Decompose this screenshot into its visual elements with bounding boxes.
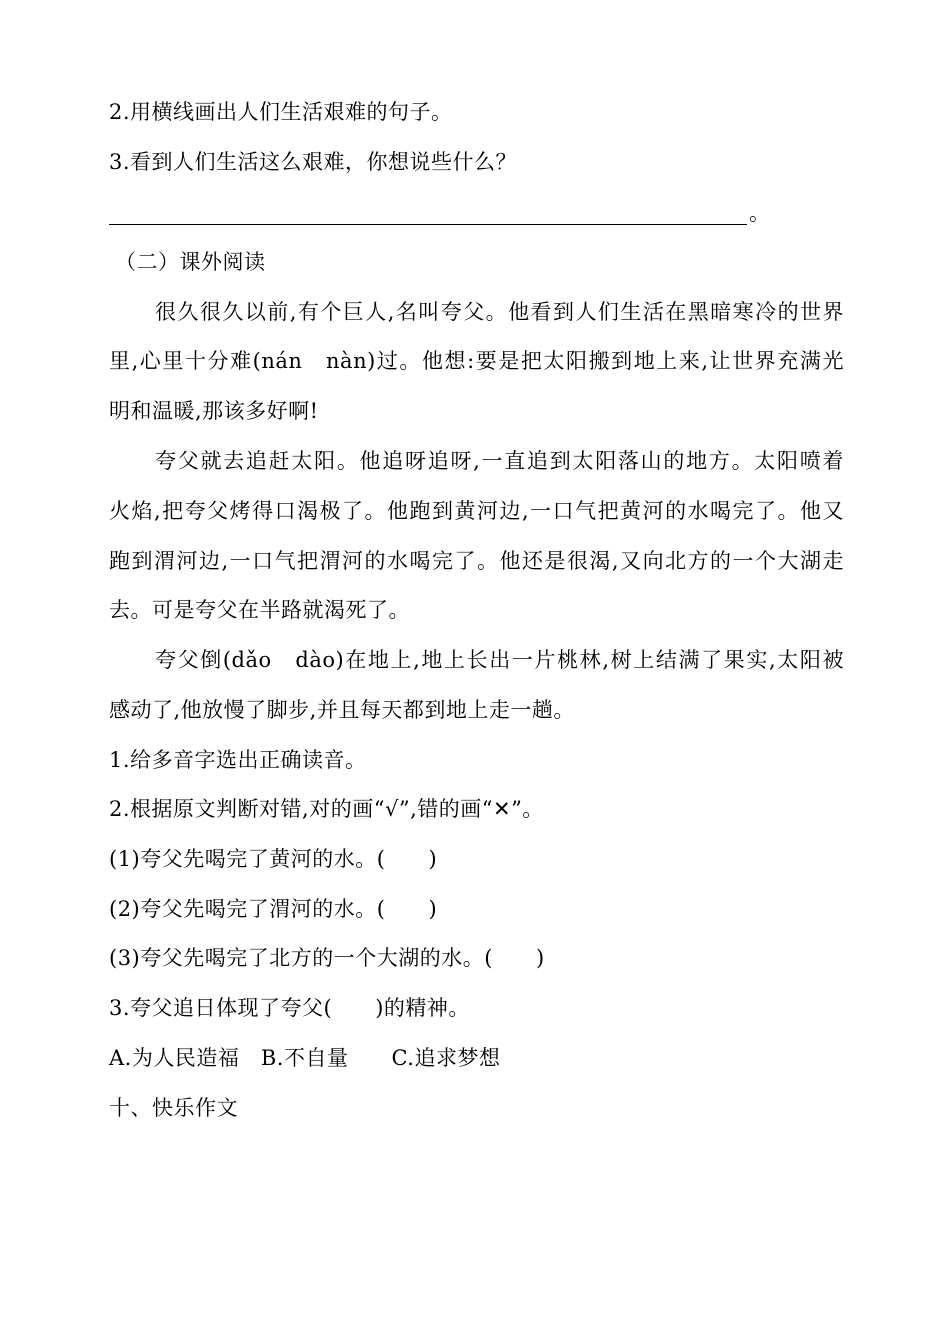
answer-blank-row[interactable] xyxy=(109,198,769,232)
passage-paragraph-3-line-1: 夸父倒(dǎo dào)在地上,地上长出一片桃林,树上结满了果实,太阳被 xyxy=(155,648,844,672)
true-false-item-1[interactable]: (1)夸父先喝完了黄河的水。( ) xyxy=(109,847,438,871)
section-heading-happy-composition: 十、快乐作文 xyxy=(109,1096,238,1120)
answer-period: 。 xyxy=(749,201,770,225)
passage-paragraph-2-line-1: 夸父就去追赶太阳。他追呀追呀,一直追到太阳落山的地方。太阳喷着 xyxy=(155,449,844,473)
passage-paragraph-1-line-3: 明和温暖,那该多好啊! xyxy=(109,399,319,423)
question-2-true-false: 2.根据原文判断对错,对的画“√”,错的画“✕”。 xyxy=(109,797,544,821)
true-false-item-2[interactable]: (2)夸父先喝完了渭河的水。( ) xyxy=(109,897,438,921)
question-1-polyphonic: 1.给多音字选出正确读音。 xyxy=(109,748,367,772)
passage-paragraph-1-line-1: 很久很久以前,有个巨人,名叫夸父。他看到人们生活在黑暗寒冷的世界 xyxy=(155,300,844,324)
question-2-underline-hard-life: 2.用横线画出人们生活艰难的句子。 xyxy=(109,100,453,124)
passage-paragraph-2-line-3: 跑到渭河边,一口气把渭河的水喝完了。他还是很渴,又向北方的一个大湖走 xyxy=(109,549,844,573)
question-3-options: A.为人民造福 B.不自量 C.追求梦想 xyxy=(109,1046,501,1070)
question-3-what-to-say: 3.看到人们生活这么艰难，你想说些什么？ xyxy=(109,150,518,174)
passage-paragraph-1-line-2: 里,心里十分难(nán nàn)过。他想:要是把太阳搬到地上来,让世界充满光 xyxy=(109,349,844,373)
true-false-item-3[interactable]: (3)夸父先喝完了北方的一个大湖的水。( ) xyxy=(109,946,545,970)
answer-blank-line[interactable] xyxy=(109,224,747,225)
passage-paragraph-2-line-2: 火焰,把夸父烤得口渴极了。他跑到黄河边,一口气把黄河的水喝完了。他又 xyxy=(109,499,844,523)
section-heading-extracurricular-reading: （二）课外阅读 xyxy=(115,250,266,274)
passage-paragraph-3-line-2: 感动了,他放慢了脚步,并且每天都到地上走一趟。 xyxy=(109,698,575,722)
passage-paragraph-2-line-4: 去。可是夸父在半路就渴死了。 xyxy=(109,598,410,622)
question-3-spirit[interactable]: 3.夸父追日体现了夸父( )的精神。 xyxy=(109,996,470,1020)
